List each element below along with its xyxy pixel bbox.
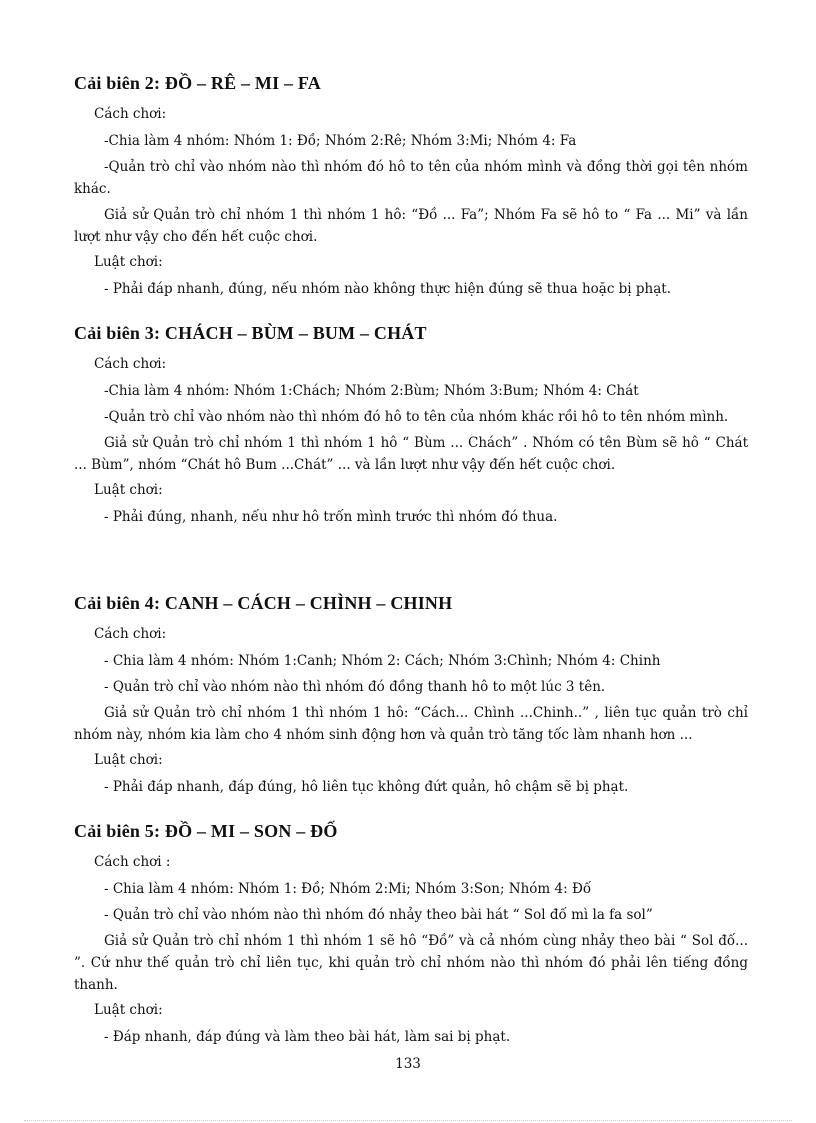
paragraph: - Phải đáp nhanh, đúng, nếu nhóm nào không thực hiện đúng sẽ thua hoặc bị phạt. bbox=[104, 281, 672, 297]
paragraph: - Đáp nhanh, đáp đúng và làm theo bài hát, làm sai bị phạt. bbox=[104, 1029, 511, 1045]
paragraph: Giả sử Quản trò chỉ nhóm 1 thì nhóm 1 hô: “Đồ ... Fa”; Nhóm Fa sẽ hô to “ Fa ... Mi” và lần lượt như vậy cho đến hết cuộc chơi. bbox=[74, 207, 748, 245]
heading-prefix: Cải biên 3: bbox=[74, 323, 161, 343]
section-cai-bien-5 bbox=[74, 818, 748, 1048]
paragraph: - Chia làm 4 nhóm: Nhóm 1: Đồ; Nhóm 2:Mi; Nhóm 3:Son; Nhóm 4: Đố bbox=[104, 881, 592, 897]
section-cai-bien-4 bbox=[74, 590, 748, 798]
rules-label: Luật chơi: bbox=[94, 1002, 163, 1018]
paragraph: Giả sử Quản trò chỉ nhóm 1 thì nhóm 1 sẽ hô “Đồ” và cả nhóm cùng nhảy theo bài “ Sol đố... ”. Cứ như thế quản trò chỉ liên tục, khi quản trò chỉ nhóm nào thì nhóm đó phải lên tiếng đồng thanh. bbox=[74, 933, 748, 993]
rules-label: Luật chơi: bbox=[94, 482, 163, 498]
paragraph: - Quản trò chỉ vào nhóm nào thì nhóm đó nhảy theo bài hát “ Sol đố mì la fa sol” bbox=[104, 907, 653, 923]
paragraph: - Chia làm 4 nhóm: Nhóm 1:Canh; Nhóm 2: Cách; Nhóm 3:Chình; Nhóm 4: Chinh bbox=[104, 653, 661, 669]
how-to-play-label: Cách chơi: bbox=[94, 626, 167, 642]
heading-prefix: Cải biên 2: bbox=[74, 73, 161, 93]
section-cai-bien-3 bbox=[74, 320, 748, 528]
heading-title: ĐỒ – MI – SON – ĐỐ bbox=[164, 821, 338, 841]
heading-title: CANH – CÁCH – CHÌNH – CHINH bbox=[164, 593, 453, 613]
rules-label: Luật chơi: bbox=[94, 752, 163, 768]
section-heading bbox=[74, 818, 748, 844]
paragraph: - Phải đáp nhanh, đáp đúng, hô liên tục không đứt quản, hô chậm sẽ bị phạt. bbox=[104, 779, 629, 795]
page-number: 133 bbox=[395, 1056, 421, 1072]
heading-title: CHÁCH – BÙM – BUM – CHÁT bbox=[164, 323, 427, 343]
rules-label: Luật chơi: bbox=[94, 254, 163, 270]
section-cai-bien-2 bbox=[74, 70, 748, 300]
section-heading bbox=[74, 70, 748, 96]
how-to-play-label: Cách chơi: bbox=[94, 356, 167, 372]
heading-prefix: Cải biên 5: bbox=[74, 821, 161, 841]
heading-title: ĐỒ – RÊ – MI – FA bbox=[164, 73, 321, 93]
section-heading bbox=[74, 590, 748, 616]
paragraph: -Quản trò chỉ vào nhóm nào thì nhóm đó hô to tên của nhóm khác rồi hô to tên nhóm mình. bbox=[104, 409, 729, 425]
how-to-play-label: Cách chơi: bbox=[94, 106, 167, 122]
paragraph: -Chia làm 4 nhóm: Nhóm 1: Đồ; Nhóm 2:Rê; Nhóm 3:Mi; Nhóm 4: Fa bbox=[104, 133, 577, 149]
paragraph: -Quản trò chỉ vào nhóm nào thì nhóm đó hô to tên của nhóm mình và đồng thời gọi tên nhóm khác. bbox=[74, 159, 748, 197]
paragraph: Giả sử Quản trò chỉ nhóm 1 thì nhóm 1 hô: “Cách... Chình ...Chinh..” , liên tục quản trò chỉ nhóm này, nhóm kia làm cho 4 nhóm sinh động hơn và quản trò tăng tốc làm nhanh hơn ... bbox=[74, 705, 748, 743]
paragraph: -Chia làm 4 nhóm: Nhóm 1:Chách; Nhóm 2:Bùm; Nhóm 3:Bum; Nhóm 4: Chát bbox=[104, 383, 639, 399]
paragraph: Giả sử Quản trò chỉ nhóm 1 thì nhóm 1 hô “ Bùm ... Chách” . Nhóm có tên Bùm sẽ hô “ Chát ... Bùm”, nhóm “Chát hô Bum ...Chát” ... và lần lượt như vậy đến hết cuộc chơi. bbox=[74, 435, 748, 473]
heading-prefix: Cải biên 4: bbox=[74, 593, 161, 613]
paragraph: - Quản trò chỉ vào nhóm nào thì nhóm đó đồng thanh hô to một lúc 3 tên. bbox=[104, 679, 606, 695]
section-heading bbox=[74, 320, 748, 346]
page-content bbox=[74, 70, 748, 1052]
page-divider bbox=[24, 1120, 792, 1121]
how-to-play-label: Cách chơi : bbox=[94, 854, 171, 870]
paragraph: - Phải đúng, nhanh, nếu như hô trốn mình trước thì nhóm đó thua. bbox=[104, 509, 558, 525]
